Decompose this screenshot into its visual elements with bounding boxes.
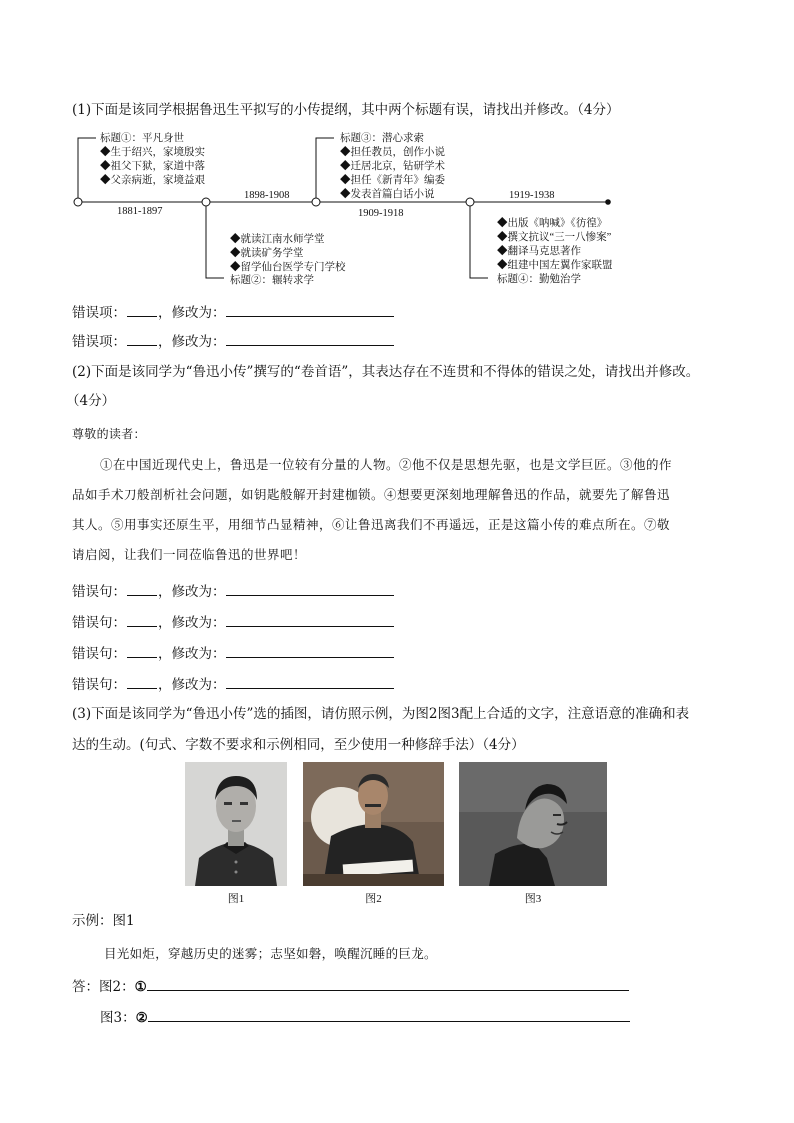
fix-blank[interactable] <box>226 674 394 689</box>
q2-stem-line-1: (2)下面是该同学为“鲁迅小传”撰写的“卷首语”，其表达存在不连贯和不得体的错误之处，请找出并修改。 <box>72 364 700 380</box>
period-4-title: 标题④：勤勉治学 <box>497 274 581 285</box>
error-blank[interactable] <box>127 302 157 317</box>
period-2-years: 1898-1908 <box>244 190 290 201</box>
q2-answer-row-3 <box>72 642 394 662</box>
period-2-item-3: ◆留学仙台医学专门学校 <box>230 262 346 273</box>
q1-answer-row-2 <box>72 330 394 350</box>
bracket-2 <box>206 206 224 278</box>
period-2-item-2: ◆就读矿务学堂 <box>230 248 304 259</box>
q2-para-line-1: ①在中国近现代史上，鲁迅是一位较有分量的人物。②他不仅是思想先驱，也是文学巨匠。③他的作 <box>100 457 673 472</box>
answer-prefix: 答： <box>72 979 99 995</box>
period-4-item-4: ◆组建中国左翼作家联盟 <box>497 260 613 271</box>
error-blank[interactable] <box>127 674 157 689</box>
figure-2-caption: 图2 <box>365 893 382 905</box>
q3-stem-line-1: (3)下面是该同学为“鲁迅小传”选的插图，请仿照示例，为图2图3配上合适的文字，注意语意的准确和表 <box>72 706 690 722</box>
figure-2-photo <box>303 762 444 886</box>
q3-stem-line-2: 达的生动。(句式、字数不要求和示例相同，至少使用一种修辞手法）（4分） <box>72 737 525 753</box>
figure-1-photo <box>185 762 287 886</box>
error-blank[interactable] <box>127 612 157 627</box>
answer-figure-2-line[interactable] <box>147 976 629 991</box>
q1-answer-row-1 <box>72 301 394 321</box>
period-3-item-1: ◆担任教员，创作小说 <box>340 147 445 158</box>
answer-mark-1: ① <box>134 979 147 995</box>
period-1-item-1: ◆生于绍兴，家境殷实 <box>100 147 205 158</box>
timeline-node-1 <box>74 198 82 206</box>
error-blank[interactable] <box>127 581 157 596</box>
answer-figure-2-label: 图2： <box>99 979 135 995</box>
figure-1-caption: 图1 <box>227 893 245 905</box>
period-3-item-4: ◆发表首篇白话小说 <box>340 189 435 200</box>
bracket-1 <box>78 138 96 198</box>
fix-label: ，修改为： <box>158 334 226 350</box>
fix-label: ，修改为： <box>158 615 226 631</box>
period-4-item-2: ◆撰文抗议“三一八惨案” <box>497 232 612 243</box>
q2-para-line-2: 品如手术刀般剖析社会问题，如钥匙般解开封建枷锁。④想要更深刻地理解鲁迅的作品，就要先了解鲁迅 <box>72 487 671 502</box>
q2-salutation: 尊敬的读者： <box>72 427 146 441</box>
period-3-item-2: ◆迁居北京，钻研学术 <box>340 161 445 172</box>
bracket-4 <box>470 206 488 278</box>
fix-label: ，修改为： <box>158 646 226 662</box>
answer-mark-2: ② <box>135 1010 148 1026</box>
fix-label: ，修改为： <box>158 677 226 693</box>
q2-answer-row-4 <box>72 673 394 693</box>
q2-answer-row-1 <box>72 580 394 600</box>
bracket-3 <box>316 138 334 198</box>
period-1-item-2: ◆祖父下狱，家道中落 <box>100 161 205 172</box>
period-1-title: 标题①：平凡身世 <box>100 133 184 144</box>
timeline-node-2 <box>202 198 210 206</box>
period-1-item-3: ◆父亲病逝，家境益艰 <box>100 175 205 186</box>
fix-blank[interactable] <box>226 612 394 627</box>
fix-label: ，修改为： <box>158 305 226 321</box>
period-1-years: 1881-1897 <box>117 206 163 217</box>
figure-3-caption: 图3 <box>524 893 542 905</box>
error-label: 错误句： <box>72 677 126 693</box>
fix-blank[interactable] <box>226 643 394 658</box>
error-blank[interactable] <box>127 643 157 658</box>
period-4-years: 1919-1938 <box>509 190 555 201</box>
fix-label: ，修改为： <box>158 584 226 600</box>
timeline-end-dot <box>605 199 611 205</box>
q2-para-line-4: 请启阅，让我们一同莅临鲁迅的世界吧！ <box>72 547 307 562</box>
q2-para-line-3: 其人。⑤用事实还原生平，用细节凸显精神，⑥让鲁迅离我们不再遥远，正是这篇小传的难点所在。⑦敬 <box>72 517 671 532</box>
error-label: 错误项： <box>72 305 126 321</box>
fix-blank[interactable] <box>226 302 394 317</box>
period-3-title: 标题③：潜心求索 <box>340 133 424 144</box>
period-3-item-3: ◆担任《新青年》编委 <box>340 175 445 186</box>
fix-blank[interactable] <box>226 331 394 346</box>
period-2-title: 标题②：辗转求学 <box>230 275 314 286</box>
answer-figure-2-row <box>72 975 629 995</box>
error-label: 错误项： <box>72 334 126 350</box>
answer-figure-3-line[interactable] <box>148 1007 630 1022</box>
answer-figure-3-label: 图3： <box>100 1010 136 1026</box>
example-label: 示例：图1 <box>72 913 135 929</box>
error-label: 错误句： <box>72 584 126 600</box>
q2-answer-row-2 <box>72 611 394 631</box>
q2-paragraph <box>72 450 724 570</box>
error-label: 错误句： <box>72 646 126 662</box>
timeline-node-3 <box>312 198 320 206</box>
q1-stem: (1)下面是该同学根据鲁迅生平拟写的小传提纲，其中两个标题有误，请找出并修改。（4分） <box>72 102 620 118</box>
period-4-item-1: ◆出版《呐喊》《彷徨》 <box>497 218 608 229</box>
fix-blank[interactable] <box>226 581 394 596</box>
example-text: 目光如炬，穿越历史的迷雾；志坚如磐，唤醒沉睡的巨龙。 <box>104 946 437 961</box>
period-3-years: 1909-1918 <box>358 208 404 219</box>
timeline-node-4 <box>466 198 474 206</box>
error-blank[interactable] <box>127 331 157 346</box>
q2-stem-line-2: （4分） <box>66 393 116 409</box>
error-label: 错误句： <box>72 615 126 631</box>
answer-figure-3-row <box>100 1006 630 1026</box>
figure-3-photo <box>459 762 607 886</box>
period-2-item-1: ◆就读江南水师学堂 <box>230 234 325 245</box>
period-4-item-3: ◆翻译马克思著作 <box>497 246 581 257</box>
